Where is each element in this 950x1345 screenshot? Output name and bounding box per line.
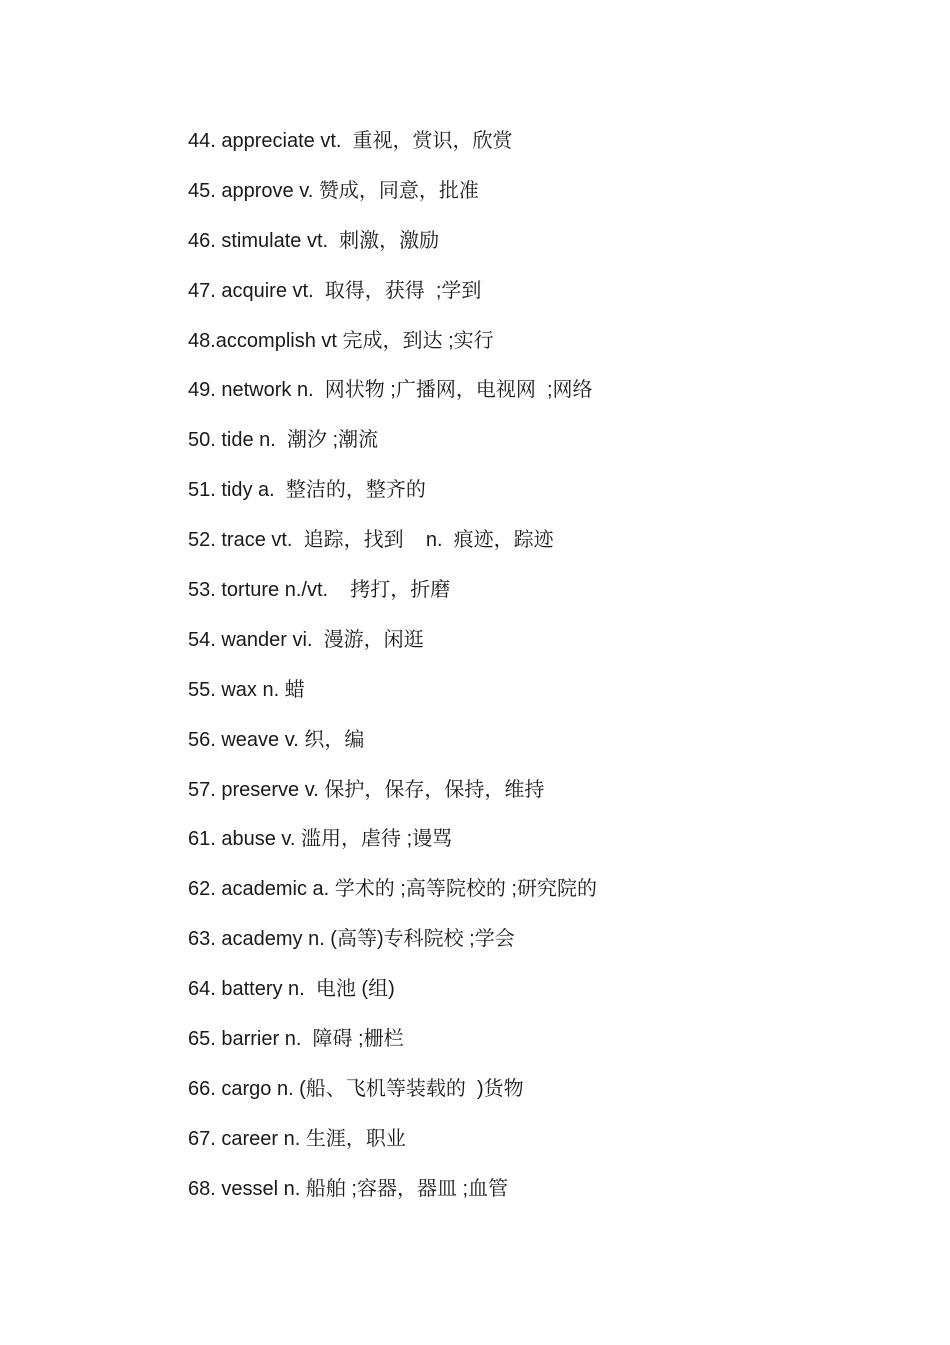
vocab-entry: 57. preserve v. 保护，保存，保持，维持 (188, 778, 545, 801)
vocab-entry: 54. wander vi. 漫游，闲逛 (188, 628, 424, 651)
vocab-entry: 44. appreciate vt. 重视，赏识，欣赏 (188, 130, 513, 152)
vocab-entry: 51. tidy a. 整洁的，整齐的 (188, 479, 426, 502)
vocab-entry: 46. stimulate vt. 刺激，激励 (188, 229, 440, 252)
vocab-entry: 65. barrier n. 障碍 ;栅栏 (188, 1028, 404, 1051)
vocab-entry: 55. wax n. 蜡 (188, 678, 305, 701)
vocab-entry: 52. trace vt. 追踪，找到 n. 痕迹，踪迹 (188, 529, 554, 552)
vocab-entry: 66. cargo n. (船、飞机等装载的 )货物 (188, 1077, 524, 1100)
vocab-entry: 64. battery n. 电池 (组) (188, 978, 395, 1001)
vocab-entry: 47. acquire vt. 取得，获得 ;学到 (188, 279, 482, 302)
vocab-entry: 49. network n. 网状物 ;广播网，电视网 ;网络 (188, 379, 593, 402)
vocab-entry: 48.accomplish vt 完成，到达 ;实行 (188, 329, 494, 352)
vocab-entry: 63. academy n. (高等)专科院校 ;学会 (188, 928, 515, 951)
vocabulary-list (188, 127, 597, 1225)
vocab-entry: 50. tide n. 潮汐 ;潮流 (188, 429, 379, 452)
vocab-entry: 68. vessel n. 船舶 ;容器，器皿 ;血管 (188, 1177, 509, 1200)
vocab-entry: 56. weave v. 织，编 (188, 728, 365, 751)
vocab-entry: 61. abuse v. 滥用，虐待 ;谩骂 (188, 828, 453, 851)
vocab-entry: 53. torture n./vt. 拷打，折磨 (188, 579, 451, 602)
vocab-entry: 67. career n. 生涯，职业 (188, 1127, 406, 1150)
vocab-entry: 62. academic a. 学术的 ;高等院校的 ;研究院的 (188, 878, 597, 901)
vocab-entry: 45. approve v. 赞成，同意，批准 (188, 179, 479, 202)
